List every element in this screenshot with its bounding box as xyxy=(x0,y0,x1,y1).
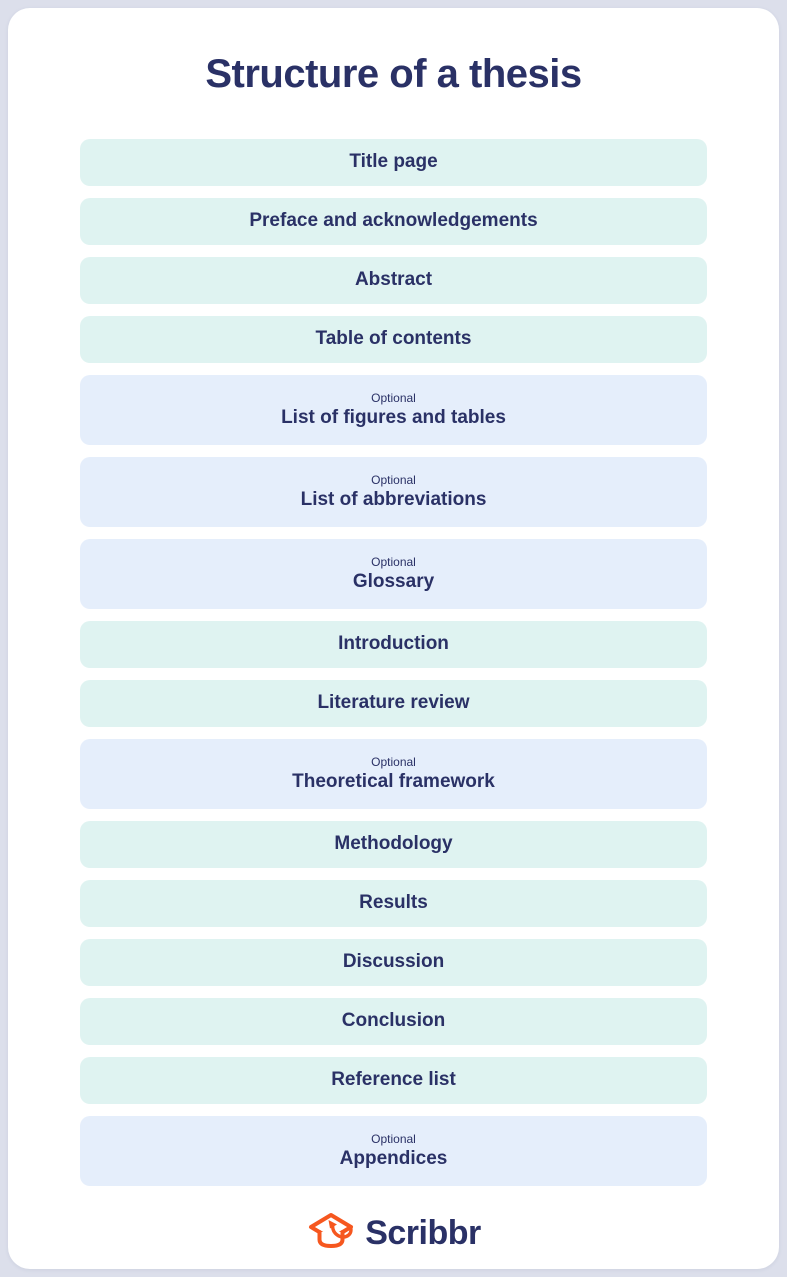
section-label: Table of contents xyxy=(315,328,472,350)
section-row xyxy=(80,998,707,1045)
section-row xyxy=(80,539,707,609)
section-row xyxy=(80,139,707,186)
logo-wordmark: Scribbr xyxy=(365,1213,481,1252)
section-label: Preface and acknowledgements xyxy=(249,210,538,232)
section-row xyxy=(80,621,707,668)
section-label: Theoretical framework xyxy=(292,770,495,792)
section-label: Literature review xyxy=(317,692,470,714)
infographic-card xyxy=(8,8,779,1269)
section-row xyxy=(80,739,707,809)
section-label: Glossary xyxy=(352,570,435,592)
section-label: Introduction xyxy=(338,633,449,655)
section-label: List of figures and tables xyxy=(281,406,506,428)
section-row xyxy=(80,1116,707,1186)
optional-label: Optional xyxy=(371,1131,416,1146)
section-label: Conclusion xyxy=(341,1010,446,1032)
section-label: Abstract xyxy=(354,269,433,291)
section-row xyxy=(80,939,707,986)
section-label: Results xyxy=(359,892,428,914)
scribbr-logo xyxy=(80,1208,707,1258)
section-label: Methodology xyxy=(334,833,453,855)
section-label: Appendices xyxy=(339,1147,448,1169)
optional-label: Optional xyxy=(371,390,416,405)
optional-label: Optional xyxy=(371,554,416,569)
section-row xyxy=(80,880,707,927)
section-row xyxy=(80,1057,707,1104)
page-title: Structure of a thesis xyxy=(205,52,582,96)
section-label: Title page xyxy=(349,151,438,173)
section-row xyxy=(80,316,707,363)
section-row xyxy=(80,198,707,245)
sections-list xyxy=(80,139,707,1186)
section-label: Reference list xyxy=(331,1069,456,1091)
optional-label: Optional xyxy=(371,472,416,487)
section-row xyxy=(80,821,707,868)
section-row xyxy=(80,680,707,727)
section-row xyxy=(80,257,707,304)
section-row xyxy=(80,375,707,445)
section-label: Discussion xyxy=(342,951,445,973)
graduation-cap-icon xyxy=(306,1208,356,1258)
section-label: List of abbreviations xyxy=(300,488,487,510)
optional-label: Optional xyxy=(371,754,416,769)
section-row xyxy=(80,457,707,527)
